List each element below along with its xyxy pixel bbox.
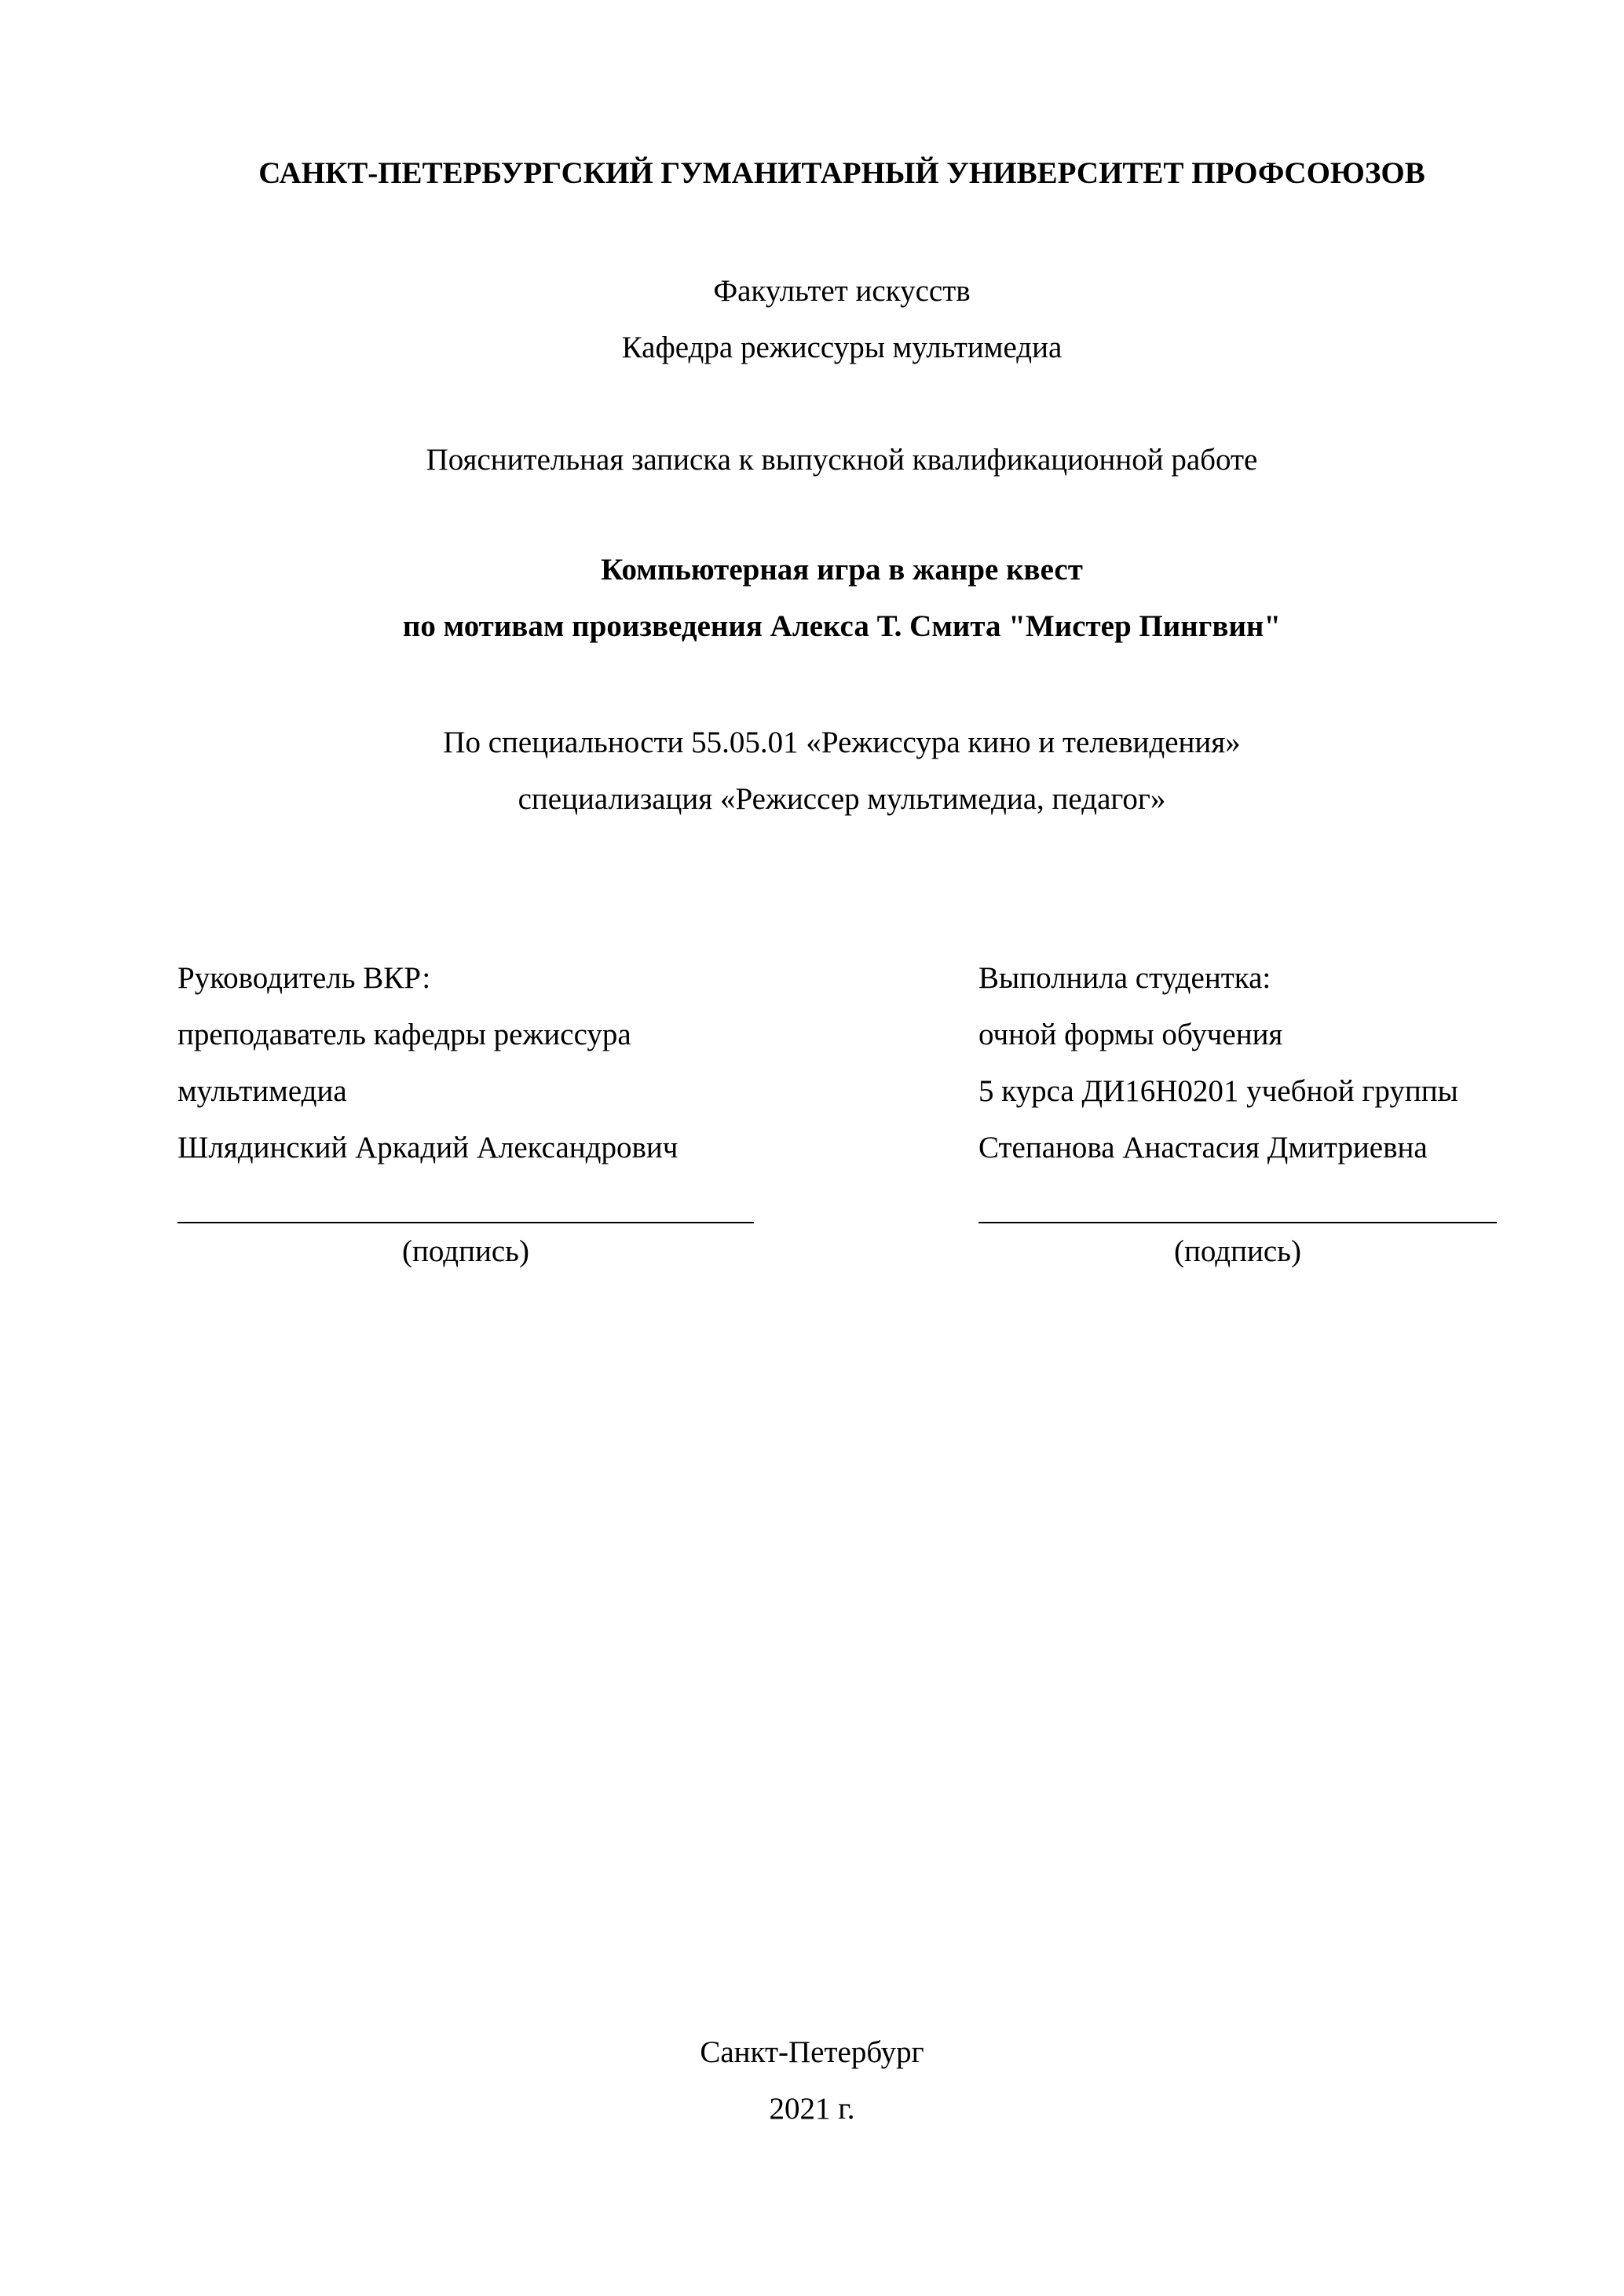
document-subtitle: Пояснительная записка к выпускной квалификационной работе bbox=[426, 443, 1258, 477]
supervisor-label: Руководитель ВКР: bbox=[177, 961, 431, 995]
specialty-line-2: специализация «Режиссер мультимедиа, педагог» bbox=[518, 782, 1166, 816]
student-label: Выполнила студентка: bbox=[978, 961, 1271, 995]
footer-city: Санкт-Петербург bbox=[700, 2035, 924, 2069]
page-footer bbox=[0, 2024, 1624, 2137]
supervisor-name: Шлядинский Аркадий Александрович bbox=[177, 1131, 678, 1164]
student-name: Степанова Анастасия Дмитриевна bbox=[978, 1131, 1428, 1164]
supervisor-block bbox=[177, 950, 774, 1280]
university-name: САНКТ-ПЕТЕРБУРГСКИЙ ГУМАНИТАРНЫЙ УНИВЕРСИТЕТ ПРОФСОЮЗОВ bbox=[258, 156, 1425, 190]
signature-columns bbox=[177, 950, 1506, 1280]
supervisor-position-line-2: мультимедиа bbox=[177, 1074, 347, 1108]
work-title-line-1: Компьютерная игра в жанре квест bbox=[601, 553, 1083, 587]
specialty-line-1: По специальности 55.05.01 «Режиссура кино и телевидения» bbox=[443, 726, 1241, 759]
faculty-name: Факультет искусств bbox=[713, 274, 971, 308]
student-signature-caption: (подпись) bbox=[1174, 1234, 1301, 1268]
supervisor-position-line-1: преподаватель кафедры режиссура bbox=[177, 1018, 631, 1051]
footer-year: 2021 г. bbox=[769, 2092, 855, 2126]
work-title-line-2: по мотивам произведения Алекса Т. Смита "Мистер Пингвин" bbox=[402, 609, 1282, 643]
student-study-form: очной формы обучения bbox=[978, 1018, 1283, 1051]
student-block bbox=[978, 950, 1506, 1280]
supervisor-signature-caption: (подпись) bbox=[402, 1234, 529, 1268]
department-name: Кафедра режиссуры мультимедиа bbox=[621, 331, 1063, 364]
student-group: 5 курса ДИ16Н0201 учебной группы bbox=[978, 1074, 1458, 1108]
page-content bbox=[177, 145, 1506, 1280]
